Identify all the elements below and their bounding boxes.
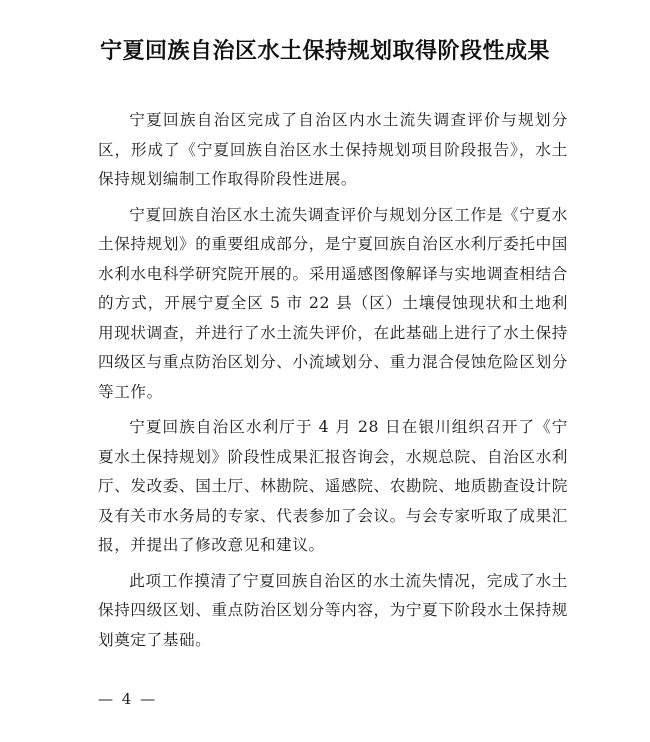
paragraph-4: 此项工作摸清了宁夏回族自治区的水土流失情况，完成了水土保持四级区划、重点防治区划分等内容，为宁夏下阶段水土保持规划奠定了基础。 (98, 571, 568, 649)
page-number: — 4 — (98, 690, 158, 708)
paragraph-3: 宁夏回族自治区水利厅于 4 月 28 日在银川组织召开了《宁夏水土保持规划》阶段性成果汇报咨询会，水规总院、自治区水利厅、发改委、国土厅、林勘院、遥感院、农勘院、地质勘查设计院及有关市水务局的专家、代表参加了会议。与会专家听取了成果汇报，并提出了修改意见和建议。 (98, 418, 568, 554)
document-body (98, 106, 568, 661)
paragraph-2: 宁夏回族自治区水土流失调查评价与规划分区工作是《宁夏水土保持规划》的重要组成部分，是宁夏回族自治区水利厅委托中国水利水电科学研究院开展的。采用遥感图像解译与实地调查相结合的方式，开展宁夏全区 5 市 22 县（区）土壤侵蚀现状和土地利用现状调查，并进行了水土流失评价，在此基础上进行了水土保持四级区与重点防治区划分、小流域划分、重力混合侵蚀危险区划分等工作。 (98, 205, 568, 401)
paragraph-1: 宁夏回族自治区完成了自治区内水土流失调查评价与规划分区，形成了《宁夏回族自治区水土保持规划项目阶段报告》，水土保持规划编制工作取得阶段性进展。 (98, 111, 568, 188)
document-title: 宁夏回族自治区水土保持规划取得阶段性成果 (99, 39, 550, 64)
